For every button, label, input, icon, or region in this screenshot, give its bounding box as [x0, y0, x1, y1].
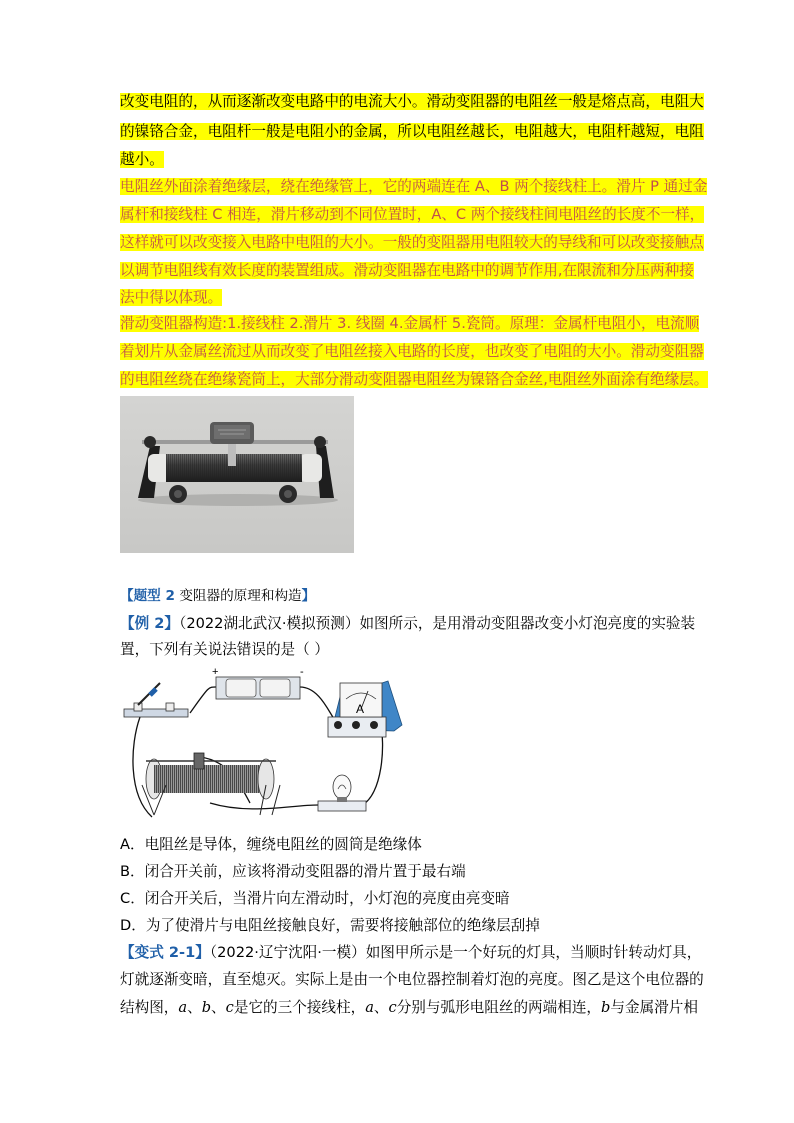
para1-line-2: 的镍铬合金，电阻杆一般是电阻小的金属，所以电阻丝越长，电阻越大，电阻杆越短，电阻: [120, 123, 704, 140]
battery-minus-label: -: [300, 666, 304, 678]
para2-line-1: 电阻丝外面涂着绝缘层，绕在绝缘管上，它的两端连在 A、B 两个接线柱上。滑片 P 通过金: [120, 178, 708, 195]
para3-line-3: 的电阻丝绕在绝缘瓷筒上，大部分滑动变阻器电阻丝为镍铬合金丝,电阻丝外面涂有绝缘层。: [120, 371, 709, 388]
para3-line-1: 滑动变阻器构造:1.接线柱 2.滑片 3. 线圈 4.金属杆 5.瓷筒。原理：金属杆电阻小，电流顺: [120, 315, 700, 332]
variant-line-2: 灯就逐渐变暗，直至熄灭。实际上是由一个电位器控制着灯泡的亮度。图乙是这个电位器的: [120, 971, 704, 988]
para2-line-5: 法中得以体现。: [120, 289, 223, 306]
para1-line-3: 越小。: [120, 151, 164, 168]
option-c: C．闭合开关后，当滑片向左滑动时，小灯泡的亮度由亮变暗: [120, 890, 510, 907]
option-d: D．为了使滑片与电阻丝接触良好，需要将接触部位的绝缘层刮掉: [120, 917, 540, 934]
battery-plus-label: +: [212, 666, 219, 678]
ammeter-label: A: [356, 702, 365, 716]
variant-line-3: 结构图，a、b、c是它的三个接线柱，a、c分别与弧形电阻丝的两端相连，b与金属滑片相: [120, 999, 698, 1016]
para2-line-3: 这样就可以改变接入电路中电阻的大小。一般的变阻器用电阻较大的导线和可以改变接触点: [120, 234, 704, 251]
para3-line-2: 着划片从金属丝流过从而改变了电阻丝接入电路的长度，也改变了电阻的大小。滑动变阻器: [120, 343, 704, 360]
option-a: A．电阻丝是导体，缠绕电阻丝的圆筒是绝缘体: [120, 836, 422, 853]
option-b: B．闭合开关前，应该将滑动变阻器的滑片置于最右端: [120, 863, 466, 880]
example-line-1: 【例 2】（2022湖北武汉·模拟预测）如图所示，是用滑动变阻器改变小灯泡亮度的实验装: [120, 615, 696, 632]
variant-line-1: 【变式 2-1】（2022·辽宁沈阳·一模）如图甲所示是一个好玩的灯具，当顺时针转动灯具，: [120, 944, 702, 961]
para2-line-2: 属杆和接线柱 C 相连，滑片移动到不同位置时，A、C 两个接线柱间电阻丝的长度不一样，: [120, 206, 705, 223]
section-header: 【题型 2 变阻器的原理和构造】: [120, 588, 316, 604]
example-line-2: 置，下列有关说法错误的是（ ）: [120, 641, 329, 658]
rheostat-photo: [120, 396, 354, 553]
para1-line-1: 改变电阻的，从而逐渐改变电路中的电流大小。滑动变阻器的电阻丝一般是熔点高，电阻大: [120, 93, 704, 110]
circuit-diagram: [120, 665, 410, 827]
para2-line-4: 以调节电阻线有效长度的装置组成。滑动变阻器在电路中的调节作用,在限流和分压两种接: [120, 262, 694, 279]
